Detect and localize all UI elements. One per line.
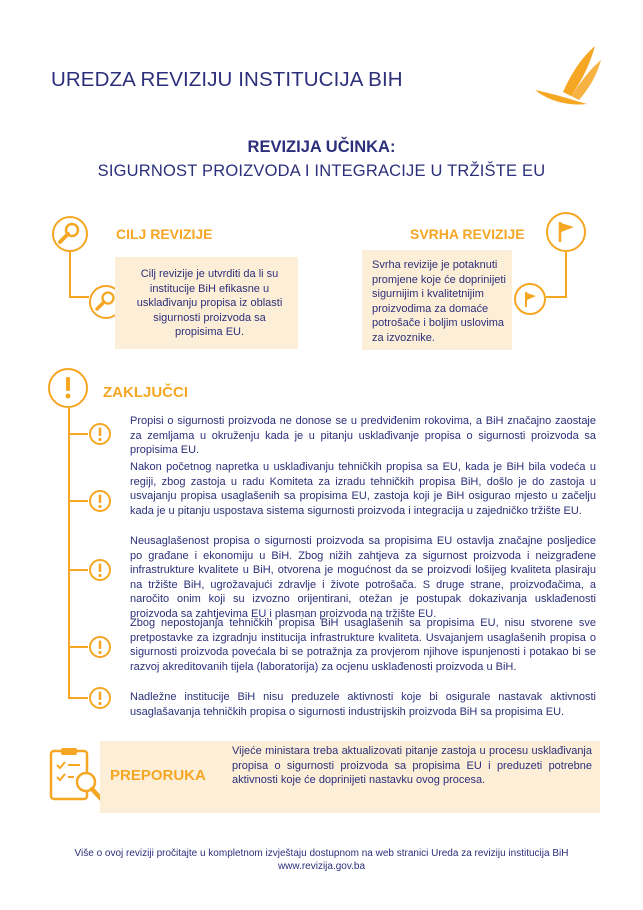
exclamation-icon <box>88 635 112 659</box>
zakljucci-branch <box>68 433 88 435</box>
cilj-heading: CILJ REVIZIJE <box>116 226 213 242</box>
zakljucci-heading: ZAKLJUČCI <box>103 384 188 401</box>
zakljucci-circle <box>48 368 88 408</box>
zakljucak-item: Zbog nepostojanja tehničkih propisa BiH usaglašenih sa propisima EU, nisu stvorene sve pretpostavke za izgradnju institucija infrastrukture kvaliteta. Usvajanjem usaglašenih propisa o sigurnosti proizvoda povećala bi se potražnja za provjerom njihove ispunjenosti i potakao bi se razvoj akreditovanih tijela (laboratorija) za ocjenu usklađenosti proizvoda u BiH. <box>130 617 596 673</box>
logo-icon <box>525 40 605 120</box>
cilj-text-box: Cilj revizije je utvrditi da li su institucije BiH efikasne u usklađivanju propisa iz oblasti sigurnosti proizvoda sa propisima EU. <box>115 257 298 349</box>
magnifier-icon <box>54 218 86 250</box>
zakljucci-branch <box>68 646 88 648</box>
flag-icon <box>516 285 544 313</box>
svrha-connector-h <box>546 296 566 298</box>
svrha-text-box: Svrha revizije je potaknuti promjene koje će doprinijeti sigurnijim i kvalitetnijim proizvodima za domaće potrošače i boljim uslovima za izvoznike. <box>362 250 512 350</box>
footer-url[interactable]: www.revizija.gov.ba <box>277 861 366 872</box>
zakljucci-branch <box>68 500 88 502</box>
footer-line: Više o ovoj reviziji pročitajte u kompletnom izvještaju dostupnom na web stranici Ureda za reviziju institucija BiH <box>74 848 569 859</box>
exclamation-icon <box>50 370 86 406</box>
zakljucak-item: Neusaglašenost propisa o sigurnosti proizvoda sa propisima EU ostavlja značajne posljedice po građane i ekonomiju u BiH. Zbog nižih zahtjeva za sigurnost proizvoda i neizgrađene infrastrukture kvalitete u BiH, otvorena je mogućnost da se proizvodi lošijeg kvaliteta plasiraju na tržište BiH, ugrožavajući zdravlje i živote potrošača. S druge strane, proizvođačima, a naročito onim koji su izvozno orijentirani, otežan je postupak dokazivanja usklađenosti proizvoda sa zahtjevima EU i plasman proizvoda na tržište EU. <box>130 535 596 620</box>
zakljucci-branch <box>68 697 88 699</box>
zakljucci-branch <box>68 569 88 571</box>
preporuka-heading: PREPORUKA <box>110 767 206 784</box>
svrha-connector <box>565 252 567 298</box>
exclamation-icon <box>88 686 112 710</box>
svrha-small-circle <box>514 283 546 315</box>
svrha-heading: SVRHA REVIZIJE <box>410 226 525 242</box>
title-line2: SIGURNOST PROIZVODA I INTEGRACIJE U TRŽIŠTE EU <box>97 162 546 180</box>
preporuka-text: Vijeće ministara treba aktualizovati pitanje zastoja u procesu usklađivanja propisa o sigurnosti proizvoda sa propisima EU i preduzeti potrebne aktivnosti koje će doprinijeti nastavku ovog procesa. <box>232 745 592 787</box>
zakljucci-timeline <box>68 408 70 698</box>
zakljucak-item: Nakon početnog napretka u usklađivanju tehničkih propisa sa EU, kada je BiH bila vodeća u regiji, zbog zastoja u radu Komiteta za izradu tehničkih propisa BiH, došlo je do zastoja u usvajanju propisa usaglašenih sa propisima EU, zastoja koji je BiH osigurao mjesto u začelju kada je u pitanju uspostava sistema sigurnosti proizvoda i integracija u zajedničko tržište EU. <box>130 461 596 517</box>
flag-icon <box>548 214 584 250</box>
exclamation-icon <box>88 489 112 513</box>
title-line1: REVIZIJA UČINKA: <box>247 138 396 156</box>
cilj-circle <box>52 216 88 252</box>
org-title: UREDZA REVIZIJU INSTITUCIJA BIH <box>51 68 403 91</box>
svrha-circle <box>546 212 586 252</box>
cilj-connector-h <box>69 296 89 298</box>
exclamation-icon <box>88 422 112 446</box>
zakljucak-item: Propisi o sigurnosti proizvoda ne donose se u predviđenim rokovima, a BiH značajno zaostaje za zemljama u okruženju kada je u pitanju usklađivanje propisa o sigurnosti proizvoda sa propisima EU. <box>130 415 596 457</box>
exclamation-icon <box>88 558 112 582</box>
zakljucak-item: Nadležne institucije BiH nisu preduzele aktivnosti koje bi osigurale nastavak aktivnosti usaglašavanja tehničkih propisa o sigurnosti industrijskih proizvoda BiH sa propisima EU. <box>130 691 596 718</box>
cilj-connector <box>69 252 71 298</box>
footer <box>0 847 643 873</box>
